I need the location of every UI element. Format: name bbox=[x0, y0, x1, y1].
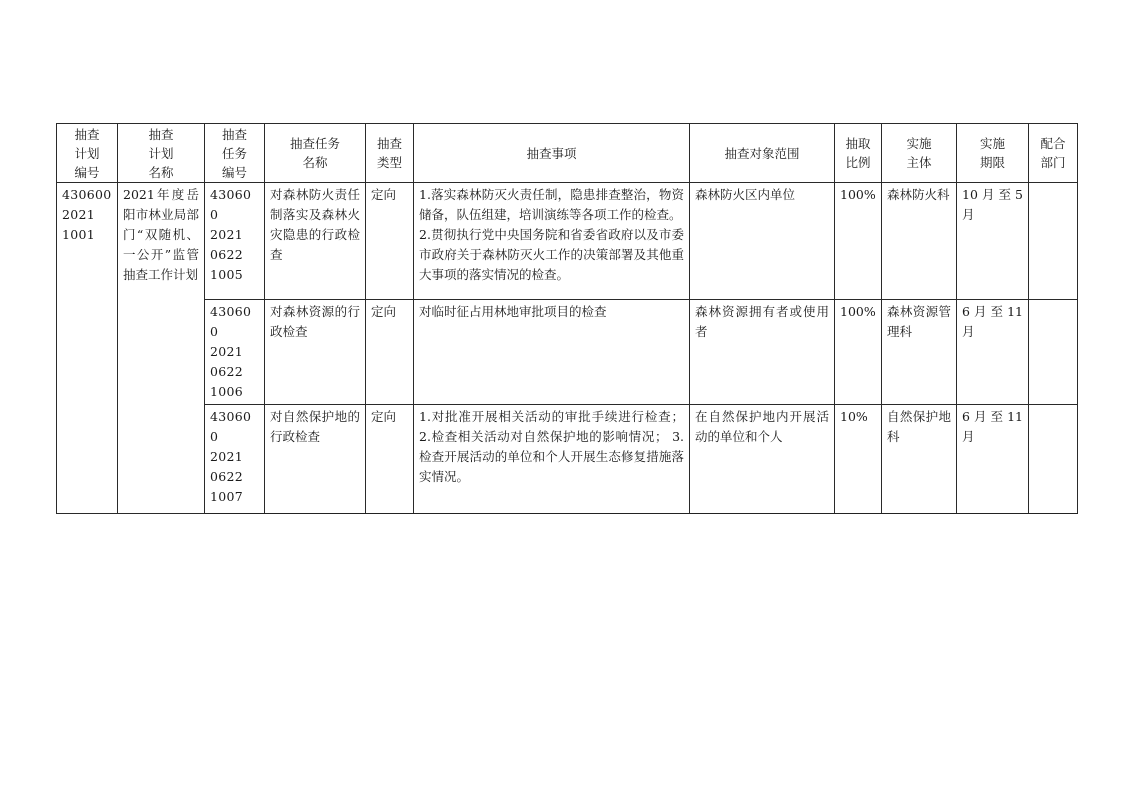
header-check-items: 抽查事项 bbox=[414, 124, 690, 183]
task-no-line: 430600 bbox=[210, 409, 252, 444]
header-check-type bbox=[366, 124, 414, 183]
header-ratio bbox=[835, 124, 882, 183]
header-deadline-line: 期限 bbox=[979, 155, 1005, 170]
header-executor bbox=[882, 124, 957, 183]
header-ratio-line: 比例 bbox=[845, 155, 871, 170]
deadline-cell: 6月至11月 bbox=[957, 405, 1029, 514]
check-item: 2.贯彻执行党中央国务院和省委省政府以及市委市政府关于森林防灭火工作的决策部署及其他重大事项的落实情况的检查。 bbox=[419, 227, 684, 282]
task-no-line: 1005 bbox=[210, 267, 244, 282]
task-no-line: 0622 bbox=[210, 469, 244, 484]
plan-name-cell: 2021年度岳阳市林业局部门“双随机、一公开”监管抽查工作计划 bbox=[118, 183, 205, 514]
task-no-line: 430600 bbox=[210, 304, 252, 339]
coop-dept-cell bbox=[1029, 405, 1078, 514]
check-type-cell: 定向 bbox=[366, 183, 414, 300]
ratio-cell: 100% bbox=[835, 300, 882, 405]
header-check-type-line: 抽查 bbox=[376, 136, 402, 151]
header-deadline bbox=[957, 124, 1029, 183]
task-name-cell: 对自然保护地的行政检查 bbox=[265, 405, 366, 514]
header-plan-name-line: 抽查 bbox=[148, 126, 174, 142]
coop-dept-cell bbox=[1029, 300, 1078, 405]
deadline-cell: 6月至11月 bbox=[957, 300, 1029, 405]
deadline-cell: 10月至5月 bbox=[957, 183, 1029, 300]
header-plan-name-line: 名称 bbox=[148, 164, 174, 180]
header-plan-no-line: 计划 bbox=[74, 145, 100, 161]
header-check-type-line: 类型 bbox=[376, 155, 402, 170]
task-no-line: 1007 bbox=[210, 489, 244, 504]
header-task-no-line: 任务 bbox=[221, 145, 247, 161]
task-no-line: 2021 bbox=[210, 449, 244, 464]
executor-cell: 森林防火科 bbox=[882, 183, 957, 300]
check-item: 对临时征占用林地审批项目的检查 bbox=[419, 304, 607, 319]
header-plan-no bbox=[57, 124, 118, 183]
check-item: 1.落实森林防灭火责任制，隐患排查整治，物资储备，队伍组建，培训演练等各项工作的检查。 bbox=[419, 187, 684, 222]
header-task-no-line: 抽查 bbox=[221, 126, 247, 142]
header-target-scope: 抽查对象范围 bbox=[690, 124, 835, 183]
task-no-line: 2021 bbox=[210, 344, 244, 359]
table-row bbox=[57, 300, 1078, 405]
inspection-plan-table bbox=[56, 123, 1078, 514]
header-task-no-line: 编号 bbox=[221, 164, 247, 180]
task-name-cell: 对森林资源的行政检查 bbox=[265, 300, 366, 405]
task-name-cell: 对森林防火责任制落实及森林火灾隐患的行政检查 bbox=[265, 183, 366, 300]
header-executor-line: 主体 bbox=[906, 155, 932, 170]
task-no-cell bbox=[205, 183, 265, 300]
header-plan-name-line: 计划 bbox=[148, 145, 174, 161]
task-no-line: 0622 bbox=[210, 364, 244, 379]
target-scope-cell: 森林防火区内单位 bbox=[690, 183, 835, 300]
header-executor-line: 实施 bbox=[906, 136, 932, 151]
inspection-plan-sheet bbox=[56, 123, 1077, 514]
check-type-cell: 定向 bbox=[366, 405, 414, 514]
header-row bbox=[57, 124, 1078, 183]
check-items-cell bbox=[414, 183, 690, 300]
task-no-cell bbox=[205, 300, 265, 405]
plan-no-line: 1001 bbox=[62, 227, 96, 242]
ratio-cell: 100% bbox=[835, 183, 882, 300]
header-ratio-line: 抽取 bbox=[845, 136, 871, 151]
task-no-cell bbox=[205, 405, 265, 514]
header-task-no bbox=[205, 124, 265, 183]
header-coop-dept bbox=[1029, 124, 1078, 183]
header-coop-dept-line: 部门 bbox=[1040, 155, 1066, 170]
header-task-name-line: 抽查任务 bbox=[289, 136, 340, 151]
check-items-cell bbox=[414, 300, 690, 405]
header-task-name-line: 名称 bbox=[302, 155, 328, 170]
executor-cell: 森林资源管理科 bbox=[882, 300, 957, 405]
executor-cell: 自然保护地科 bbox=[882, 405, 957, 514]
task-no-line: 2021 bbox=[210, 227, 244, 242]
task-no-line: 430600 bbox=[210, 187, 252, 222]
table-row bbox=[57, 405, 1078, 514]
header-plan-no-line: 编号 bbox=[74, 164, 100, 180]
header-coop-dept-line: 配合 bbox=[1040, 136, 1066, 151]
task-no-line: 1006 bbox=[210, 384, 244, 399]
header-plan-no-line: 抽查 bbox=[74, 126, 100, 142]
target-scope-cell: 在自然保护地内开展活动的单位和个人 bbox=[690, 405, 835, 514]
check-items-cell bbox=[414, 405, 690, 514]
header-task-name bbox=[265, 124, 366, 183]
check-type-cell: 定向 bbox=[366, 300, 414, 405]
plan-no-cell bbox=[57, 183, 118, 514]
task-no-line: 0622 bbox=[210, 247, 244, 262]
plan-no-line: 2021 bbox=[62, 207, 96, 222]
target-scope-cell: 森林资源拥有者或使用者 bbox=[690, 300, 835, 405]
coop-dept-cell bbox=[1029, 183, 1078, 300]
header-deadline-line: 实施 bbox=[979, 136, 1005, 151]
plan-no-line: 430600 bbox=[62, 187, 112, 202]
table-row bbox=[57, 183, 1078, 300]
header-plan-name bbox=[118, 124, 205, 183]
ratio-cell: 10% bbox=[835, 405, 882, 514]
check-item: 1.对批准开展相关活动的审批手续进行检查； 2.检查相关活动对自然保护地的影响情况； 3.检查开展活动的单位和个人开展生态修复措施落实情况。 bbox=[419, 409, 684, 484]
